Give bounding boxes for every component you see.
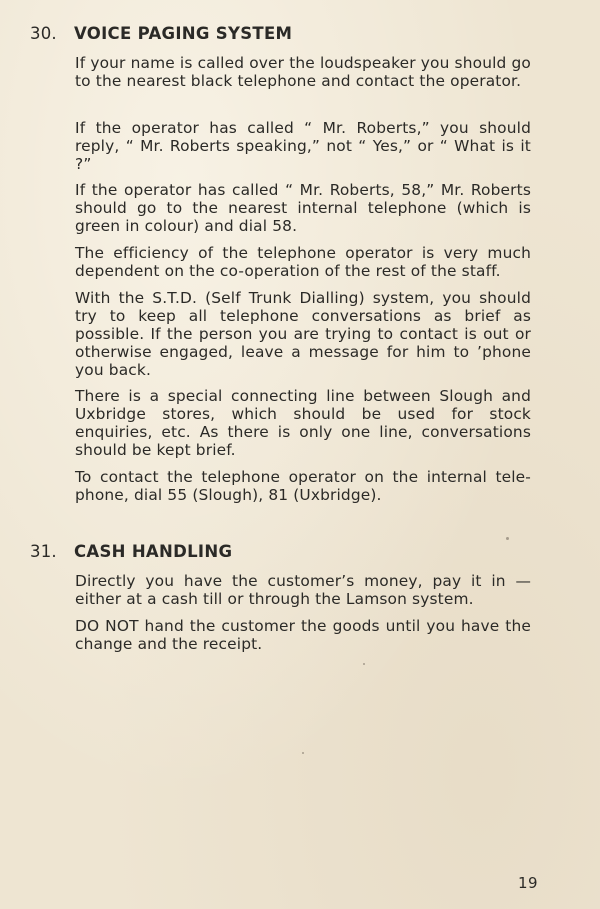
section-title: VOICE PAGING SYSTEM bbox=[74, 24, 293, 43]
paragraph: If the operator has called “ Mr. Roberts,” you should reply, “ Mr. Roberts speaking,” not “ Yes,” or “ What is it ?” bbox=[75, 119, 531, 173]
paragraph: To contact the telephone operator on the internal tele-phone, dial 55 (Slough), 81 (Uxbridge). bbox=[75, 468, 531, 504]
paragraph: Directly you have the customer’s money, pay it in — either at a cash till or through the Lamson system. bbox=[75, 572, 531, 608]
section-number: 31. bbox=[30, 542, 57, 561]
page-number: 19 bbox=[518, 874, 539, 892]
paragraph: With the S.T.D. (Self Trunk Dialling) system, you should try to keep all telephone conversations as brief as possible. If the person you are trying to contact is out or otherwise engaged, leave a message for him to ’phone you back. bbox=[75, 289, 531, 379]
section-number: 30. bbox=[30, 24, 57, 43]
paragraph: DO NOT hand the customer the goods until you have the change and the receipt. bbox=[75, 617, 531, 653]
section-heading bbox=[30, 542, 232, 562]
paragraph: If your name is called over the loudspeaker you should go to the nearest black telephone and contact the operator. bbox=[75, 54, 531, 90]
print-speck bbox=[363, 663, 365, 665]
paragraph: If the operator has called “ Mr. Roberts, 58,” Mr. Roberts should go to the nearest internal telephone (which is green in colour) and dial 58. bbox=[75, 181, 531, 235]
print-speck bbox=[506, 537, 509, 540]
paragraph: The efficiency of the telephone operator is very much dependent on the co-operation of the rest of the staff. bbox=[75, 244, 531, 280]
print-speck bbox=[302, 752, 304, 754]
section-heading bbox=[30, 24, 292, 44]
paragraph: There is a special connecting line between Slough and Uxbridge stores, which should be used for stock enquiries, etc. As there is only one line, conversations should be kept brief. bbox=[75, 387, 531, 459]
section-title: CASH HANDLING bbox=[74, 542, 233, 561]
